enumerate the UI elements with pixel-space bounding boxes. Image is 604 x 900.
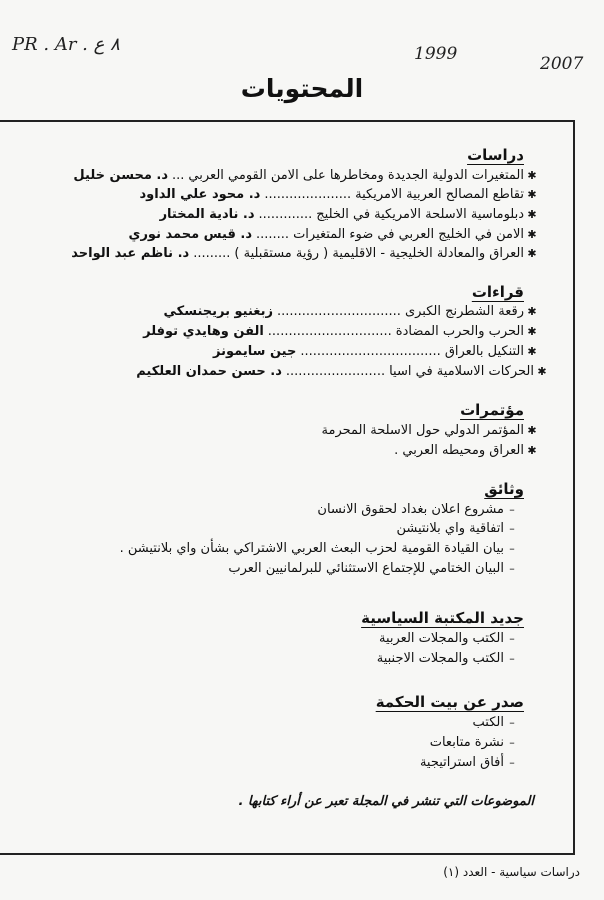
list-item: ✱الامن في الخليج العربي في ضوء المتغيرات........د. قيس محمد نوري	[129, 227, 540, 242]
list-item: –الكتب	[473, 715, 520, 730]
star-bullet-icon: ✱	[527, 305, 537, 318]
list-item: ✱دبلوماسية الاسلحة الامريكية في الخليج.............د. نادية المختار	[160, 207, 540, 222]
list-item: –مشروع اعلان بغداد لحقوق الانسان	[317, 502, 520, 517]
list-item: ✱المؤتمر الدولي حول الاسلحة المحرمة	[322, 423, 540, 438]
star-bullet-icon: ✱	[527, 424, 537, 437]
handwritten-ref-code: PR . Ar . ٨ ع	[12, 34, 120, 55]
list-item: ✱التنكيل بالعراق..................................جين سايمونز	[213, 344, 540, 359]
star-bullet-icon: ✱	[527, 325, 537, 338]
dash-bullet: –	[509, 522, 515, 535]
section-heading-readings: قراءات	[471, 283, 524, 301]
star-bullet-icon: ✱	[537, 365, 547, 378]
section-heading-studies: دراسات	[467, 146, 524, 164]
handwritten-year-2: 2007	[540, 54, 584, 74]
section-heading-bayt-al-hikma: صدر عن بيت الحكمة	[375, 693, 524, 711]
star-bullet-icon: ✱	[527, 188, 537, 201]
star-bullet-icon: ✱	[527, 247, 537, 260]
section-heading-documents: وثائق	[484, 480, 524, 498]
page-title: المحتويات	[240, 74, 364, 103]
page-footer: دراسات سياسية - العدد (١)	[443, 865, 580, 879]
editorial-note: الموضوعات التي تنشر في المجلة تعبر عن أراء كتابها .	[238, 794, 534, 809]
section-heading-conferences: مؤتمرات	[460, 401, 524, 419]
dash-bullet: –	[509, 503, 515, 516]
dash-bullet: –	[509, 562, 515, 575]
dash-bullet: –	[509, 756, 515, 769]
list-item: –الكتب والمجلات الاجنبية	[377, 651, 520, 666]
list-item: ✱الحركات الاسلامية في اسيا........................د. حسن حمدان العلكيم	[136, 364, 550, 379]
list-item: –أفاق استراتيجية	[420, 755, 520, 770]
list-item: ✱المتغيرات الدولية الجديدة ومخاطرها على الامن القومي العربي...د. محسن خليل	[73, 168, 540, 183]
star-bullet-icon: ✱	[527, 444, 537, 457]
list-item: ✱تقاطع المصالح العربية الامريكية.....................د. محود علي الداود	[140, 187, 540, 202]
list-item: –اتفاقية واي بلانتيشن	[396, 521, 520, 536]
list-item: –بيان القيادة القومية لحزب البعث العربي الاشتراكي بشأن واي بلانتيشن .	[120, 541, 520, 556]
list-item: –نشرة متابعات	[430, 735, 520, 750]
list-item: –البيان الختامي للإجتماع الاستثنائي للبرلمانيين العرب	[228, 561, 520, 576]
dash-bullet: –	[509, 716, 515, 729]
handwritten-year: 1999	[414, 44, 458, 64]
star-bullet-icon: ✱	[527, 345, 537, 358]
list-item: ✱العراق ومحيطه العربي .	[394, 443, 540, 458]
dash-bullet: –	[509, 542, 515, 555]
list-item: ✱الحرب والحرب المضادة..............................الفن وهايدي توفلر	[143, 324, 540, 339]
list-item: ✱رقعة الشطرنج الكبرى..............................زبغنيو بريجنسكي	[164, 304, 541, 319]
dash-bullet: –	[509, 632, 515, 645]
dash-bullet: –	[509, 652, 515, 665]
star-bullet-icon: ✱	[527, 169, 537, 182]
star-bullet-icon: ✱	[527, 208, 537, 221]
star-bullet-icon: ✱	[527, 228, 537, 241]
list-item: –الكتب والمجلات العربية	[379, 631, 520, 646]
list-item: ✱العراق والمعادلة الخليجية - الاقليمية ( رؤية مستقبلية ).........د. ناظم عبد الواحد	[71, 246, 540, 261]
section-heading-new-library: جديد المكتبة السياسية	[361, 609, 524, 627]
dash-bullet: –	[509, 736, 515, 749]
